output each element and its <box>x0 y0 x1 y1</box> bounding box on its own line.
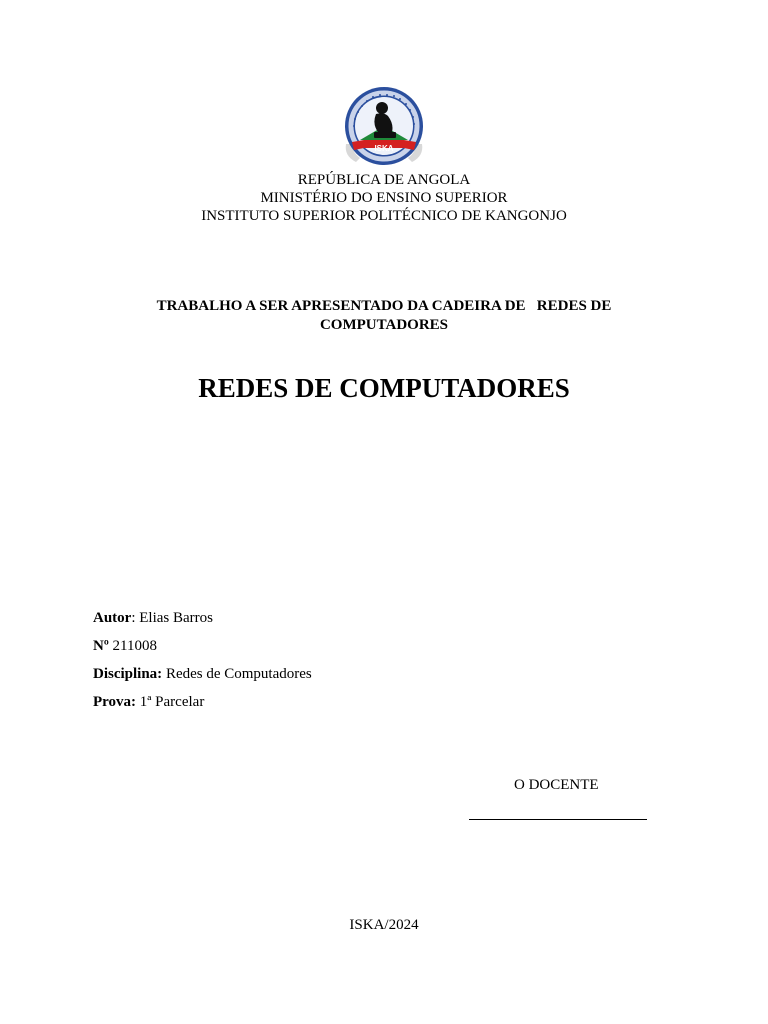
discipline-line <box>93 665 312 693</box>
exam-label: Prova: <box>93 694 137 710</box>
footer-institution-year: ISKA/2024 <box>349 917 419 933</box>
subject-statement: TRABALHO A SER APRESENTADO DA CADEIRA DE REDES DE COMPUTADORES <box>156 298 616 333</box>
exam-value: 1ª Parcelar <box>136 694 205 710</box>
institution-header <box>0 171 768 225</box>
author-line <box>93 609 312 637</box>
header-ministry: MINISTÉRIO DO ENSINO SUPERIOR <box>260 190 508 206</box>
institute-seal-icon <box>334 86 434 166</box>
institute-seal-graphic <box>334 86 434 166</box>
docente-label: O DOCENTE <box>514 777 599 793</box>
discipline-value: Redes de Computadores <box>162 666 312 682</box>
number-line <box>93 637 312 665</box>
header-country: REPÚBLICA DE ANGOLA <box>297 172 471 188</box>
exam-line <box>93 693 312 721</box>
signature-line <box>469 819 647 820</box>
discipline-label: Disciplina: <box>93 666 163 682</box>
header-institute: INSTITUTO SUPERIOR POLITÉCNICO DE KANGONJO <box>201 208 567 224</box>
page-title: REDES DE COMPUTADORES <box>198 373 570 403</box>
number-label: Nº <box>93 638 109 654</box>
seal-banner-text: ISKA <box>374 144 394 153</box>
number-value: 211008 <box>108 638 157 654</box>
author-label: Autor <box>93 610 132 626</box>
student-info <box>93 609 312 721</box>
author-value: : Elias Barros <box>131 610 213 626</box>
